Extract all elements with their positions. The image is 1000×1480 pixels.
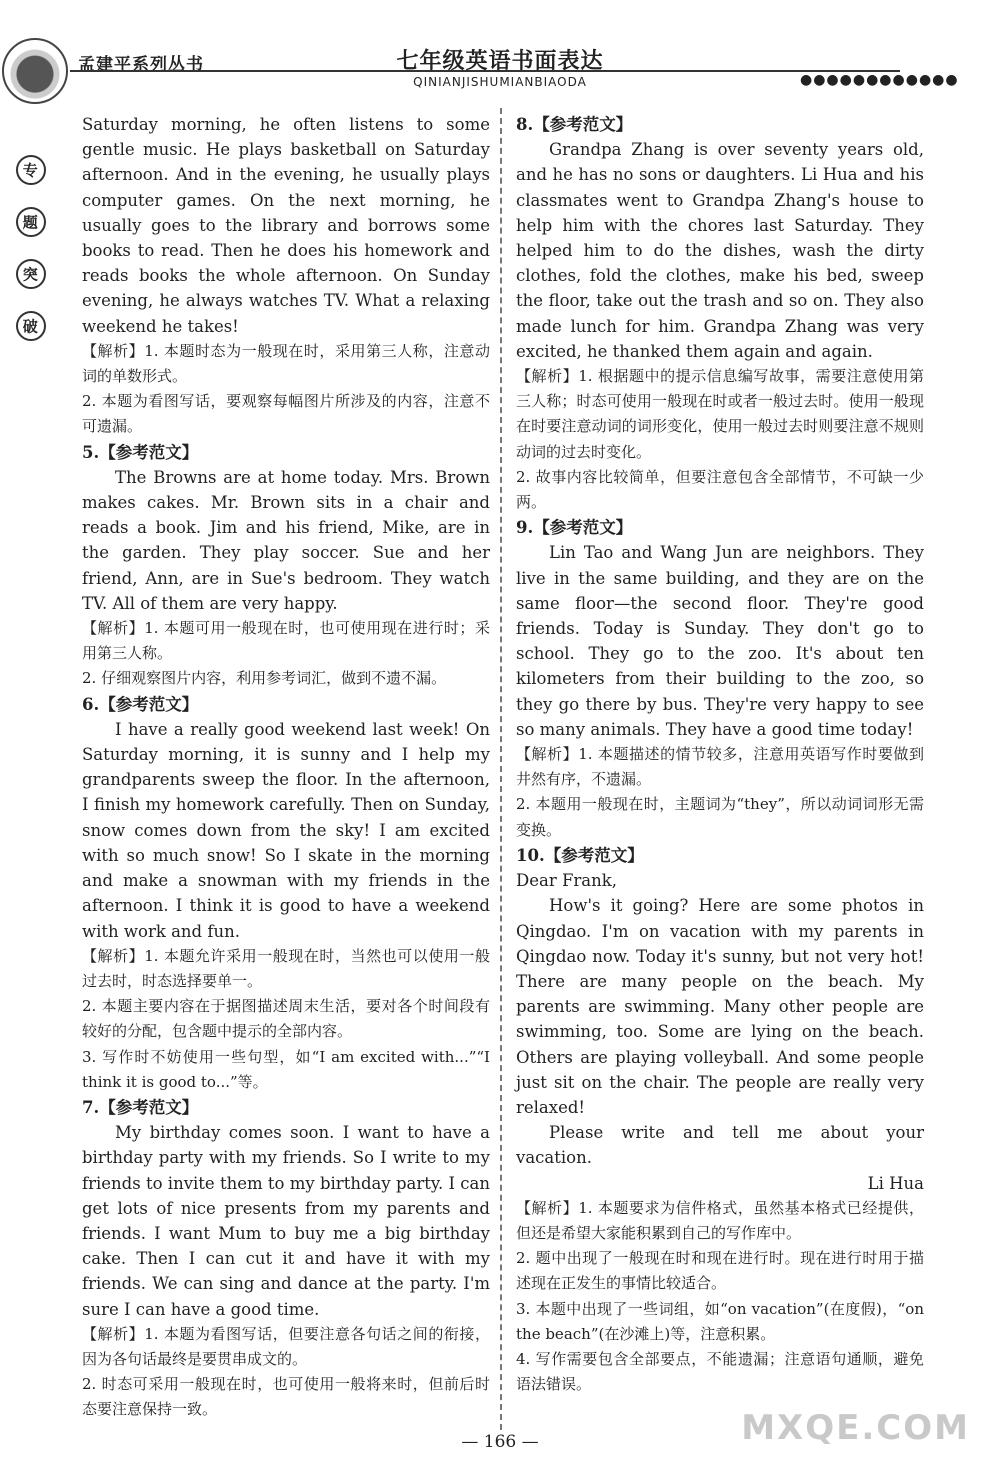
analysis-paragraph: 2. 故事内容比较简单，但要注意包含全部情节，不可缺一少两。 [516, 467, 924, 512]
analysis-paragraph: 2. 本题用一般现在时，主题词为“they”，所以动词词形无需变换。 [516, 795, 924, 839]
series-name: 孟建平系列丛书 [78, 55, 204, 75]
analysis-paragraph: 【解析】1. 本题时态为一般现在时，采用第三人称，注意动词的单数形式。 [82, 341, 490, 386]
left-column [82, 112, 490, 1423]
sample-paragraph: Please write and tell me about your vacation. [516, 1123, 924, 1168]
analysis-paragraph: 【解析】1. 本题允许采用一般现在时，当然也可以使用一般过去时，时态选择要单一。 [82, 946, 490, 990]
sample-paragraph: Lin Tao and Wang Jun are neighbors. They live in the same building, and they are on the same floor—the second floor. They're good friends. Today is Sunday. They don't go to school. They go to the zoo. It's about ten kilometers from their building to the zoo, so they go there by bus. They're very happy to see so many animals. They have a good time today! [516, 543, 924, 739]
sample-paragraph: Dear Frank, [516, 871, 618, 891]
series-logo-icon [2, 38, 68, 104]
analysis-paragraph: 2. 时态可采用一般现在时，也可使用一般将来时，但前后时态要注意保持一致。 [82, 1375, 490, 1419]
sample-paragraph: Grandpa Zhang is over seventy years old, and he has no sons or daughters. Li Hua and his classmates went to Grandpa Zhang's house to help him with the chores last Saturday. They helped him to do the dishes, wash the dirty clothes, fold the clothes, make his bed, sweep the floor, take out the trash and so on. They also made lunch for him. Grandpa Zhang was very excited, he thanked them again and again. [516, 140, 924, 361]
analysis-paragraph: 【解析】1. 本题描述的情节较多，注意用英语写作时要做到井然有序，不遗漏。 [516, 745, 924, 789]
signature: Li Hua [867, 1173, 924, 1193]
right-column [516, 112, 924, 1397]
exercise-heading: 9.【参考范文】 [516, 518, 633, 538]
exercise-heading: 6.【参考范文】 [82, 694, 199, 714]
exercise-heading: 5.【参考范文】 [82, 442, 199, 462]
analysis-paragraph: 2. 本题主要内容在于据图描述周末生活，要对各个时间段有较好的分配，包含题中提示的全部内容。 [82, 997, 490, 1041]
analysis-paragraph: 【解析】1. 本题可用一般现在时，也可使用现在进行时；采用第三人称。 [82, 619, 490, 663]
side-char: 破 [10, 305, 52, 347]
analysis-paragraph: 2. 仔细观察图片内容，利用参考词汇，做到不遗不漏。 [82, 669, 447, 688]
analysis-paragraph: 【解析】1. 本题为看图写话，但要注意各句话之间的衔接，因为各句话最终是要贯串成文的。 [82, 1324, 490, 1368]
side-char: 突 [10, 253, 52, 295]
page-header [0, 0, 1000, 110]
analysis-paragraph: 2. 本题为看图写话，要观察每幅图片所涉及的内容，注意不可遗漏。 [82, 392, 490, 436]
watermark: MXQE.COM [741, 1408, 970, 1448]
analysis-paragraph: 2. 题中出现了一般现在时和现在进行时。现在进行时用于描述现在正发生的事情比较适合。 [516, 1249, 924, 1293]
book-title: 七年级英语书面表达 [396, 48, 604, 74]
sample-paragraph: Saturday morning, he often listens to some gentle music. He plays basketball on Saturday afternoon. And in the evening, he usually plays computer games. On the next morning, he usually goes to the library and borrows some books to read. Then he does his homework and reads books the whole afternoon. On Sunday evening, he always watches TV. What a relaxing weekend he takes! [82, 115, 490, 336]
analysis-paragraph: 3. 写作时不妨使用一些句型，如“I am excited with...”“I think it is good to...”等。 [82, 1047, 490, 1091]
exercise-heading: 10.【参考范文】 [516, 845, 644, 865]
sample-paragraph: My birthday comes soon. I want to have a birthday party with my friends. So I write to my friends to invite them to my birthday party. I can get lots of nice presents from my parents and friends. I want Mum to buy me a big birthday cake. Then I can cut it and have it with my friends. We can sing and dance at the party. I'm sure I can have a good time. [82, 1123, 490, 1319]
analysis-paragraph: 3. 本题中出现了一些词组，如“on vacation”(在度假)，“on the beach”(在沙滩上)等，注意积累。 [516, 1299, 924, 1343]
side-char: 题 [10, 201, 52, 243]
analysis-paragraph: 4. 写作需要包含全部要点，不能遗漏；注意语句通顺，避免语法错误。 [516, 1349, 924, 1394]
book-subtitle: QINIANJISHUMIANBIAODA [413, 75, 587, 89]
page-number: — 166 — [461, 1432, 539, 1452]
exercise-heading: 8.【参考范文】 [516, 115, 633, 134]
analysis-paragraph: 【解析】1. 根据题中的提示信息编写故事，需要注意使用第三人称；时态可使用一般现在时或者一般过去时。使用一般现在时要注意动词的词形变化，使用一般过去时则要注意不规则动词的过去时变化。 [516, 367, 924, 461]
analysis-paragraph: 【解析】1. 本题要求为信件格式，虽然基本格式已经提供，但还是希望大家能积累到自己的写作库中。 [516, 1198, 924, 1242]
side-char: 专 [10, 149, 52, 191]
sample-paragraph: How's it going? Here are some photos in Qingdao. I'm on vacation with my parents in Qingdao now. Today it's sunny, but not very hot! There are many people on the beach. My parents are swimming. Many other people are swimming, too. Some are lying on the beach. Others are playing volleyball. And some people just sit on the chair. The people are really very relaxed! [516, 896, 924, 1117]
exercise-heading: 7.【参考范文】 [82, 1097, 199, 1117]
column-divider [500, 108, 502, 1430]
sample-paragraph: I have a really good weekend last week! On Saturday morning, it is sunny and I help my grandparents sweep the floor. In the afternoon, I finish my homework carefully. Then on Sunday, snow comes down from the sky! I am excited with so much snow! So I skate in the morning and make a snowman with my friends in the afternoon. I think it is good to have a weekend with work and fun. [82, 719, 490, 941]
header-dots-decoration: ●●●●●●●●●●●● [800, 72, 959, 88]
sample-paragraph: The Browns are at home today. Mrs. Brown makes cakes. Mr. Brown sits in a chair and reads a book. Jim and his friend, Mike, are in the garden. They play soccer. Sue and her friend, Ann, are in Sue's bedroom. They watch TV. All of them are very happy. [82, 467, 490, 613]
side-tab [14, 155, 46, 363]
